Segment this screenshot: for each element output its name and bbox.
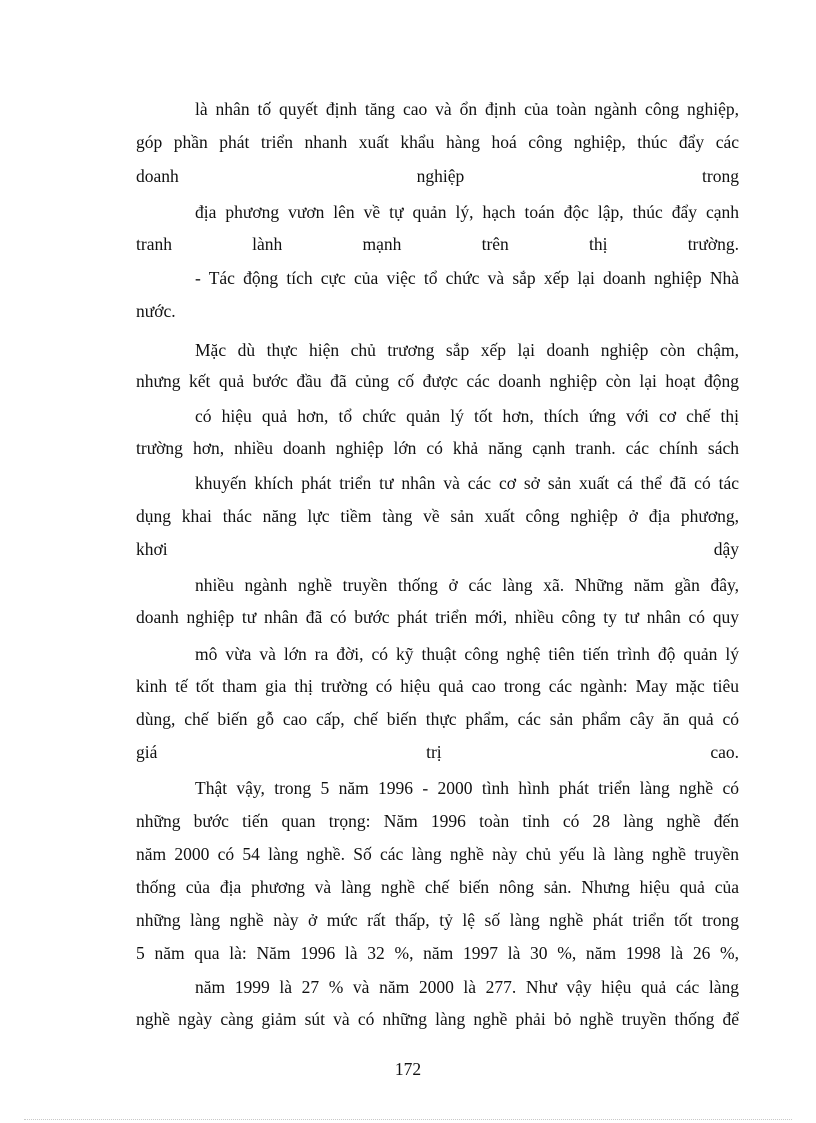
body-text-line: năm 1999 là 27 % và năm 2000 là 277. Như vậy hiệu quả các làng [195, 977, 739, 997]
body-text-line: Mặc dù thực hiện chủ trương sắp xếp lại doanh nghiệp còn chậm, [195, 340, 739, 360]
body-text-line: khơi dậy [136, 539, 739, 559]
page-bottom-divider [24, 1119, 792, 1120]
body-text-line: doanh nghiệp tư nhân đã có bước phát triển mới, nhiều công ty tư nhân có quy [136, 607, 739, 627]
body-text-line: địa phương vươn lên về tự quản lý, hạch toán độc lập, thúc đẩy cạnh [195, 202, 739, 222]
body-text-line: những làng nghề này ở mức rất thấp, tỷ lệ số làng nghề phát triển tốt trong [136, 910, 739, 930]
page-number: 172 [394, 1059, 422, 1079]
body-text-line: nhiều ngành nghề truyền thống ở các làng xã. Những năm gần đây, [195, 575, 739, 595]
body-text-line: tranh lành mạnh trên thị trường. [136, 234, 739, 254]
body-text-line: dụng khai thác năng lực tiềm tàng về sản xuất công nghiệp ở địa phương, [136, 506, 739, 526]
body-text-line: giá trị cao. [136, 742, 739, 762]
body-text-line: kinh tế tốt tham gia thị trường có hiệu quả cao trong các ngành: May mặc tiêu [136, 676, 739, 696]
body-text-line: những bước tiến quan trọng: Năm 1996 toàn tỉnh có 28 làng nghề đến [136, 811, 739, 831]
body-text-line: - Tác động tích cực của việc tổ chức và sắp xếp lại doanh nghiệp Nhà [195, 268, 739, 288]
body-text-line: khuyến khích phát triển tư nhân và các cơ sở sản xuất cá thể đã có tác [195, 473, 739, 493]
body-text-line: mô vừa và lớn ra đời, có kỹ thuật công nghệ tiên tiến trình độ quản lý [195, 644, 739, 664]
body-text-line: nghề ngày càng giảm sút và có những làng nghề phải bỏ nghề truyền thống để [136, 1009, 739, 1029]
body-text-line: là nhân tố quyết định tăng cao và ổn định của toàn ngành công nghiệp, [195, 99, 739, 119]
body-text-line: nước. [136, 301, 176, 321]
body-text-line: năm 2000 có 54 làng nghề. Số các làng nghề này chủ yếu là làng nghề truyền [136, 844, 739, 864]
body-text-line: 5 năm qua là: Năm 1996 là 32 %, năm 1997 là 30 %, năm 1998 là 26 %, [136, 943, 739, 963]
body-text-line: góp phần phát triển nhanh xuất khẩu hàng hoá công nghiệp, thúc đẩy các [136, 132, 739, 152]
body-text-line: trường hơn, nhiều doanh nghiệp lớn có khả năng cạnh tranh. các chính sách [136, 438, 739, 458]
body-text-line: có hiệu quả hơn, tổ chức quản lý tốt hơn, thích ứng với cơ chế thị [195, 406, 739, 426]
body-text-line: dùng, chế biến gỗ cao cấp, chế biến thực phẩm, các sản phẩm cây ăn quả có [136, 709, 739, 729]
body-text-line: thống của địa phương và làng nghề chế biến nông sản. Nhưng hiệu quả của [136, 877, 739, 897]
body-text-line: doanh nghiệp trong [136, 166, 739, 186]
body-text-line: nhưng kết quả bước đầu đã củng cố được các doanh nghiệp còn lại hoạt động [136, 371, 739, 391]
body-text-line: Thật vậy, trong 5 năm 1996 - 2000 tình hình phát triển làng nghề có [195, 778, 739, 798]
